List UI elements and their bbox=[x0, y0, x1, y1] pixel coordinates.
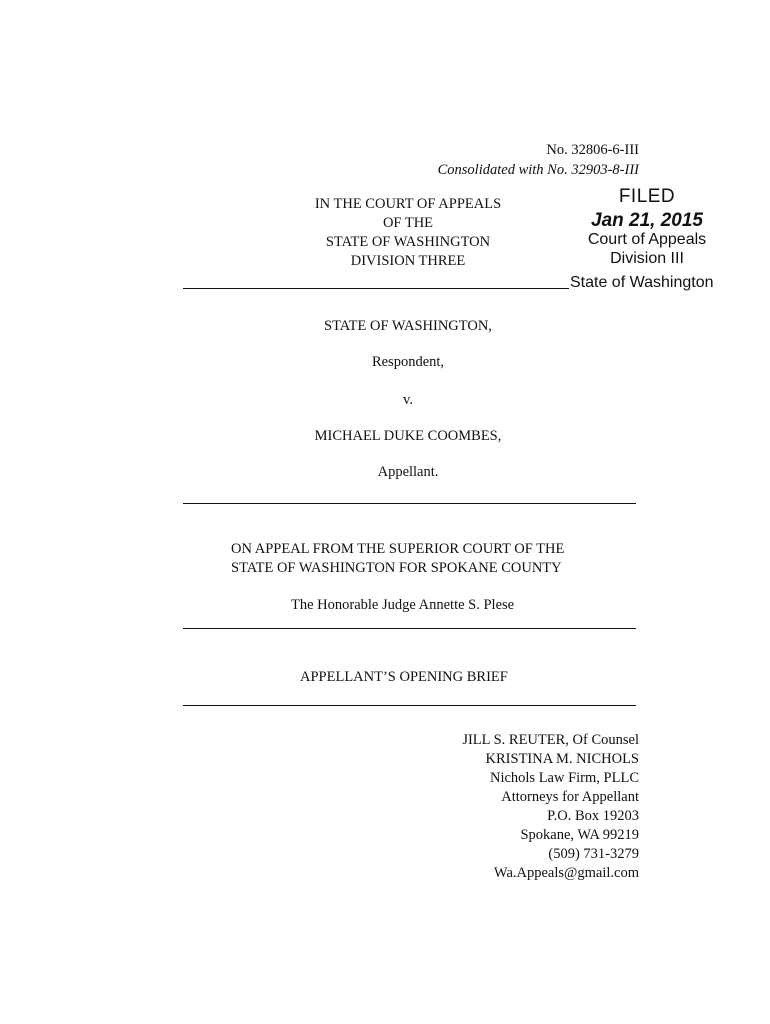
versus: v. bbox=[403, 392, 413, 408]
brief-title: APPELLANT’S OPENING BRIEF bbox=[300, 669, 508, 685]
respondent-name: STATE OF WASHINGTON, bbox=[324, 318, 492, 334]
title-divider bbox=[183, 705, 636, 706]
appeal-divider bbox=[183, 628, 636, 629]
counsel-line: (509) 731-3279 bbox=[548, 846, 639, 862]
court-caption-line: STATE OF WASHINGTON bbox=[325, 234, 491, 250]
appellant-name: MICHAEL DUKE COOMBES, bbox=[314, 428, 502, 444]
counsel-line: Attorneys for Appellant bbox=[501, 789, 639, 805]
stamp-division: Division III bbox=[610, 250, 684, 267]
filed-stamp bbox=[562, 186, 732, 268]
court-caption-line: OF THE bbox=[382, 215, 434, 231]
counsel-line: KRISTINA M. NICHOLS bbox=[485, 751, 639, 767]
counsel-line: P.O. Box 19203 bbox=[547, 808, 639, 824]
stamp-date: Jan 21, 2015 bbox=[591, 210, 703, 231]
respondent-role: Respondent, bbox=[371, 354, 445, 370]
appellant-role: Appellant. bbox=[377, 464, 439, 480]
case-number: No. 32806-6-III bbox=[546, 142, 639, 158]
appeal-line-2: STATE OF WASHINGTON FOR SPOKANE COUNTY bbox=[231, 560, 562, 576]
judge-name: The Honorable Judge Annette S. Plese bbox=[291, 597, 515, 613]
court-caption-line: DIVISION THREE bbox=[350, 253, 466, 269]
stamp-state: State of Washington bbox=[570, 274, 714, 291]
counsel-email: Wa.Appeals@gmail.com bbox=[493, 865, 639, 881]
parties-divider bbox=[183, 503, 636, 504]
counsel-line: Spokane, WA 99219 bbox=[520, 827, 639, 843]
stamp-court: Court of Appeals bbox=[587, 231, 707, 248]
counsel-line: Nichols Law Firm, PLLC bbox=[489, 770, 639, 786]
caption-divider bbox=[183, 288, 569, 289]
appeal-line-1: ON APPEAL FROM THE SUPERIOR COURT OF THE bbox=[231, 541, 565, 557]
court-caption-line: IN THE COURT OF APPEALS bbox=[314, 196, 502, 212]
stamp-filed-label: FILED bbox=[618, 186, 676, 207]
court-caption bbox=[308, 195, 508, 271]
consolidated-case-number: Consolidated with No. 32903-8-III bbox=[437, 162, 639, 178]
counsel-line: JILL S. REUTER, Of Counsel bbox=[462, 732, 639, 748]
counsel-block bbox=[462, 731, 639, 883]
